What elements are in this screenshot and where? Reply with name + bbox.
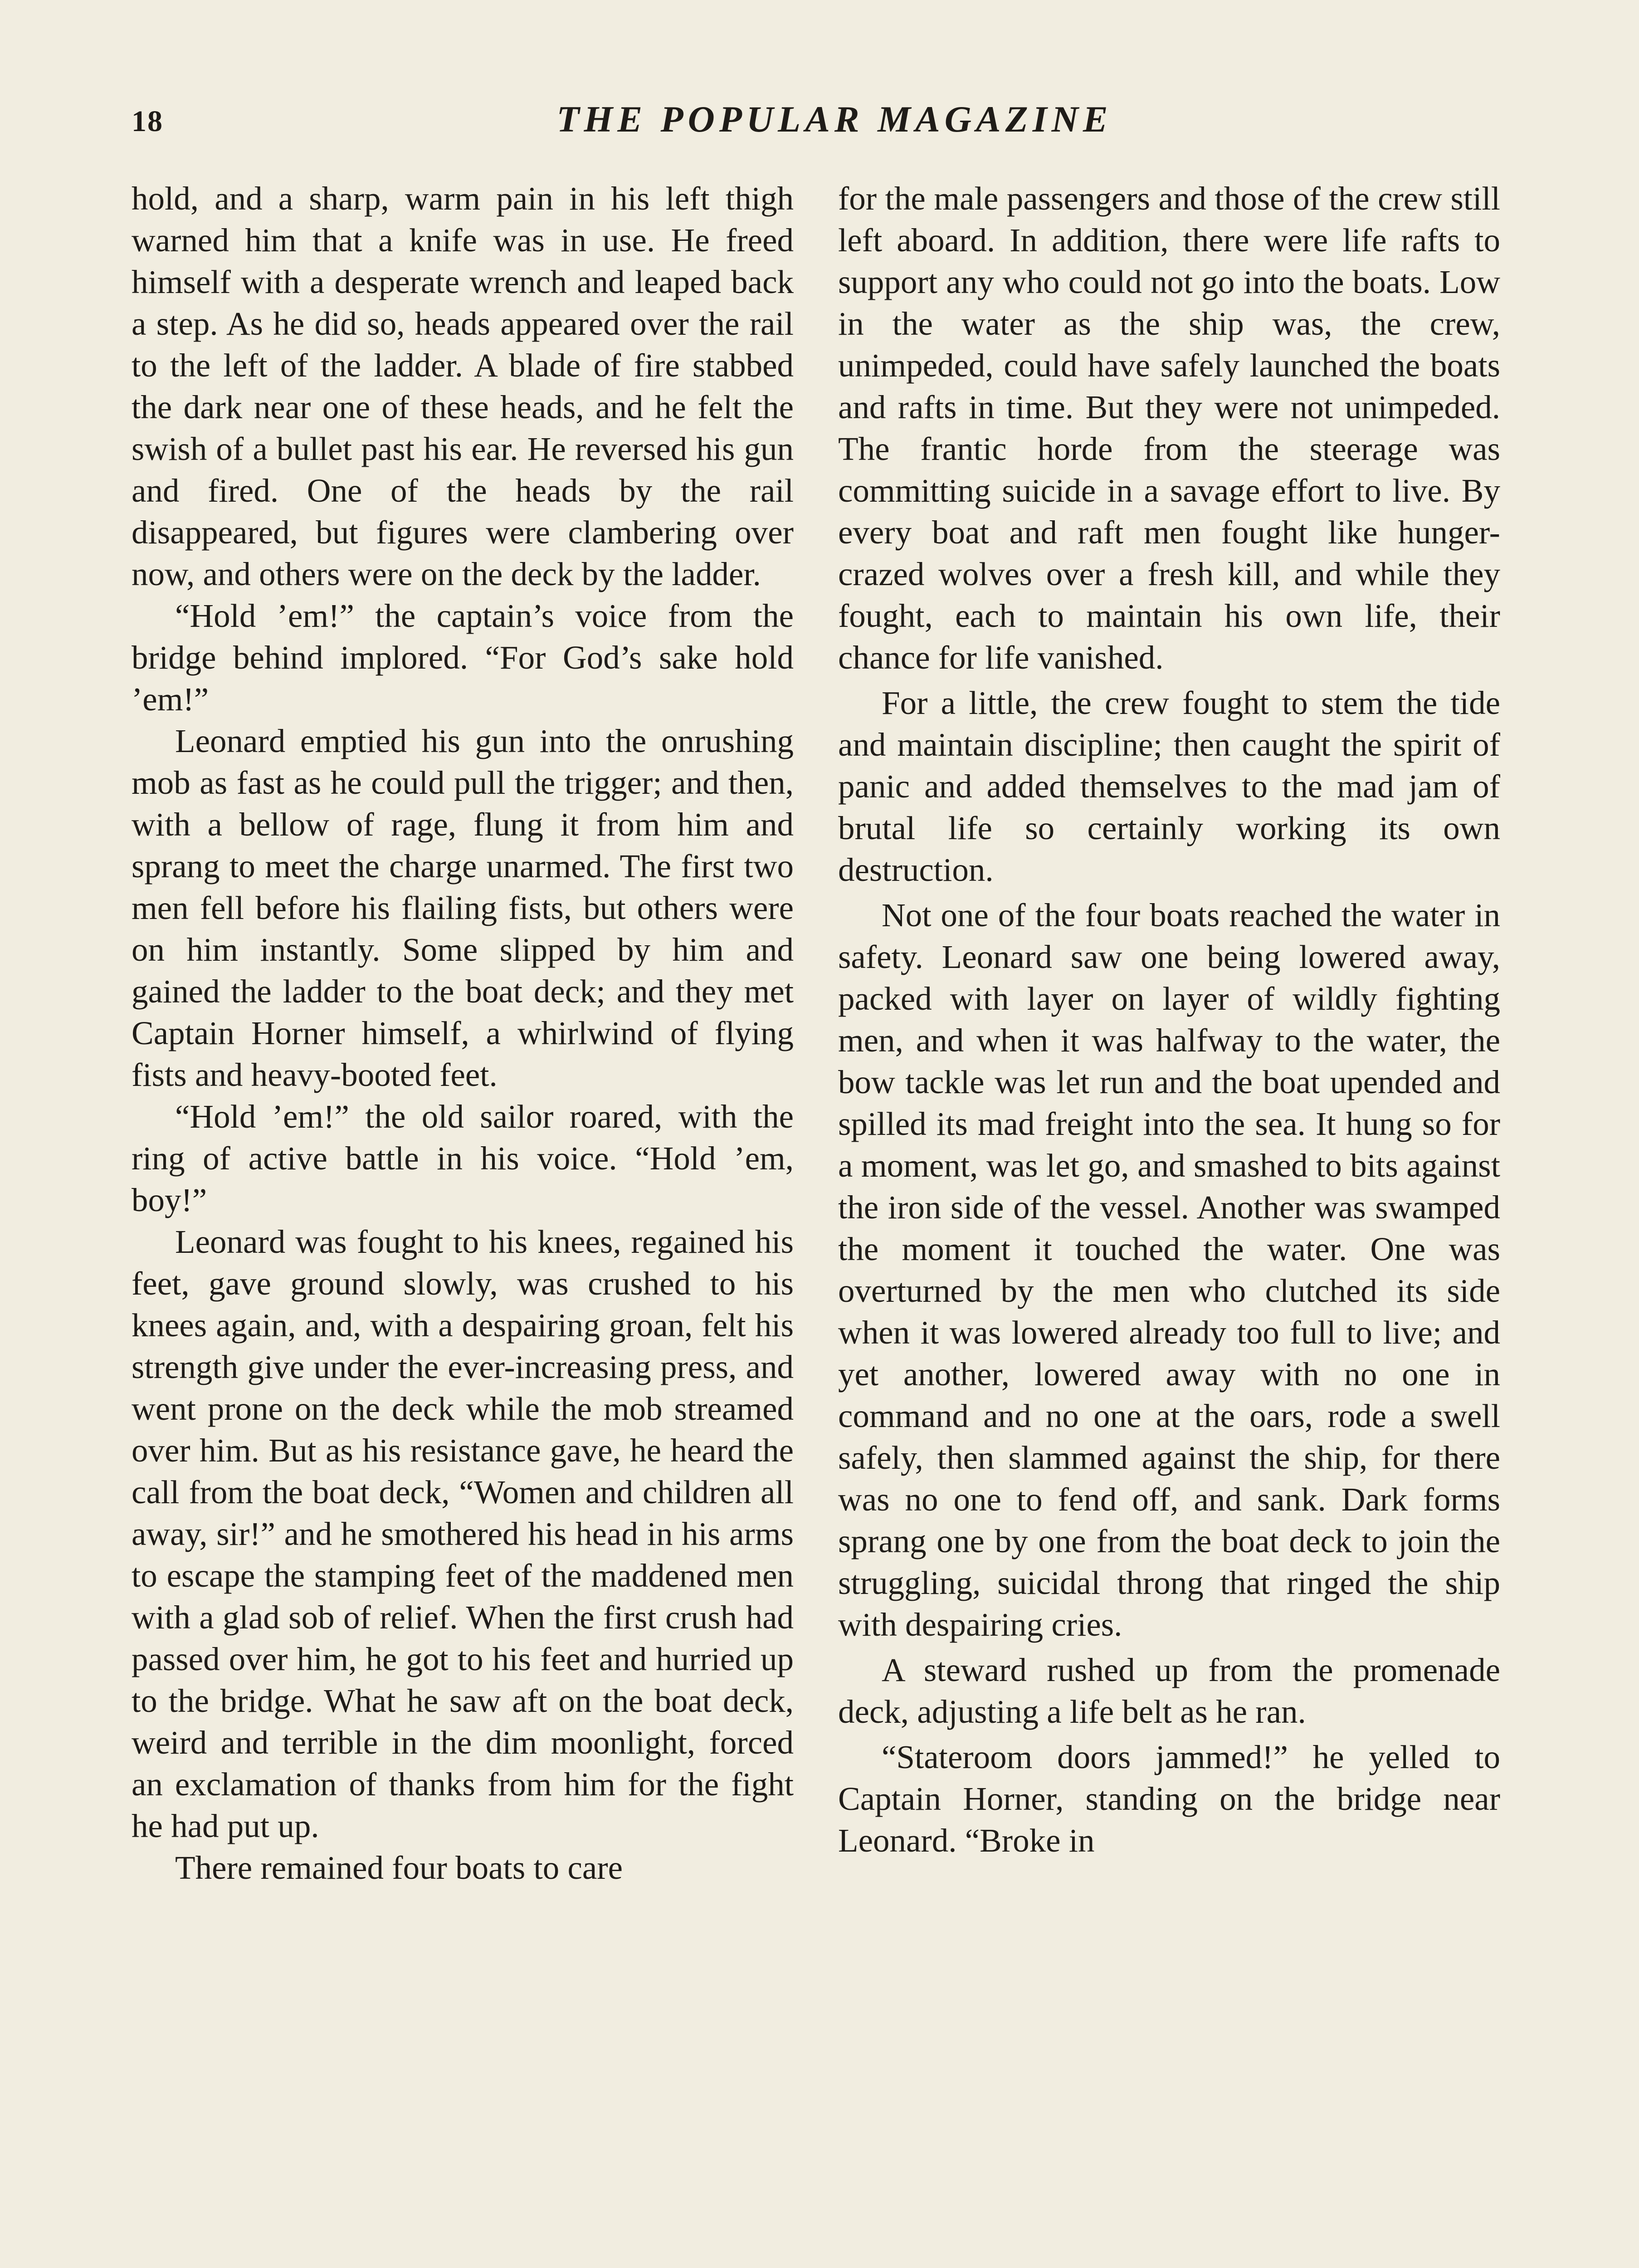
paragraph: Leonard was fought to his knees, regained his feet, gave ground slowly, was crushed to his knees again, and, with a despairing groan, felt his strength give under the ever-increasing press, and went prone on the deck while the mob streamed over him. But as his resistance gave, he heard the call from the boat deck, “Women and children all away, sir!” and he smothered his head in his arms to escape the stamping feet of the maddened men with a glad sob of relief. When the first crush had passed over him, he got to his feet and hurried up to the bridge. What he saw aft on the boat deck, weird and terrible in the dim moonlight, forced an exclamation of thanks from him for the fight he had put up. <box>132 1223 794 1844</box>
paragraph: Not one of the four boats reached the water in safety. Leonard saw one being lowered away, packed with layer on layer of wildly fighting men, and when it was halfway to the water, the bow tackle was let run and the boat upended and spilled its mad freight into the sea. It hung so for a moment, was let go, and smashed to bits against the iron side of the vessel. Another was swamped the moment it touched the water. One was overturned by the men who clutched its side when it was lowered already too full to live; and yet another, lowered away with no one in command and no one at the oars, rode a swell safely, then slammed against the ship, for there was no one to fend off, and sank. Dark forms sprang one by one from the boat deck to join the struggling, suicidal throng that ringed the ship with despairing cries. <box>838 897 1500 1643</box>
paragraph: A steward rushed up from the promenade deck, adjusting a life belt as he ran. <box>838 1652 1500 1730</box>
paragraph: Leonard emptied his gun into the onrushing mob as fast as he could pull the trigger; and then, with a bellow of rage, flung it from him and sprang to meet the charge unarmed. The first two men fell before his flailing fists, but others were on him instantly. Some slipped by him and gained the ladder to the boat deck; and they met Captain Horner himself, a whirlwind of flying fists and heavy-booted feet. <box>132 723 794 1093</box>
magazine-title: THE POPULAR MAGAZINE <box>556 98 1112 140</box>
right-column <box>838 178 1500 1862</box>
page-number: 18 <box>132 105 163 138</box>
page-header <box>132 98 1510 157</box>
paragraph: hold, and a sharp, warm pain in his left thigh warned him that a knife was in use. He freed himself with a desperate wrench and leaped back a step. As he did so, heads appeared over the rail to the left of the ladder. A blade of fire stabbed the dark near one of these heads, and he felt the swish of a bullet past his ear. He reversed his gun and fired. One of the heads by the rail disappeared, but figures were clambering over now, and others were on the deck by the ladder. <box>132 180 794 592</box>
left-column <box>132 178 794 1889</box>
paragraph: “Hold ’em!” the old sailor roared, with the ring of active battle in his voice. “Hold ’em, boy!” <box>132 1098 794 1218</box>
paragraph: “Hold ’em!” the captain’s voice from the bridge behind implored. “For God’s sake hold ’em!” <box>132 597 794 718</box>
paragraph: “Stateroom doors jammed!” he yelled to Captain Horner, standing on the bridge near Leonard. “Broke in <box>838 1739 1500 1859</box>
paragraph: For a little, the crew fought to stem the tide and maintain discipline; then caught the spirit of panic and added themselves to the mad jam of brutal life so certainly working its own destruction. <box>838 684 1500 888</box>
paragraph: There remained four boats to care <box>175 1849 623 1886</box>
paragraph: for the male passengers and those of the crew still left aboard. In addition, there were life rafts to support any who could not go into the boats. Low in the water as the ship was, the crew, unimpeded, could have safely launched the boats and rafts in time. But they were not unimpeded. The frantic horde from the steerage was committing suicide in a savage effort to live. By every boat and raft men fought like hunger-crazed wolves over a fresh kill, and while they fought, each to maintain his own life, their chance for life vanished. <box>838 180 1500 676</box>
